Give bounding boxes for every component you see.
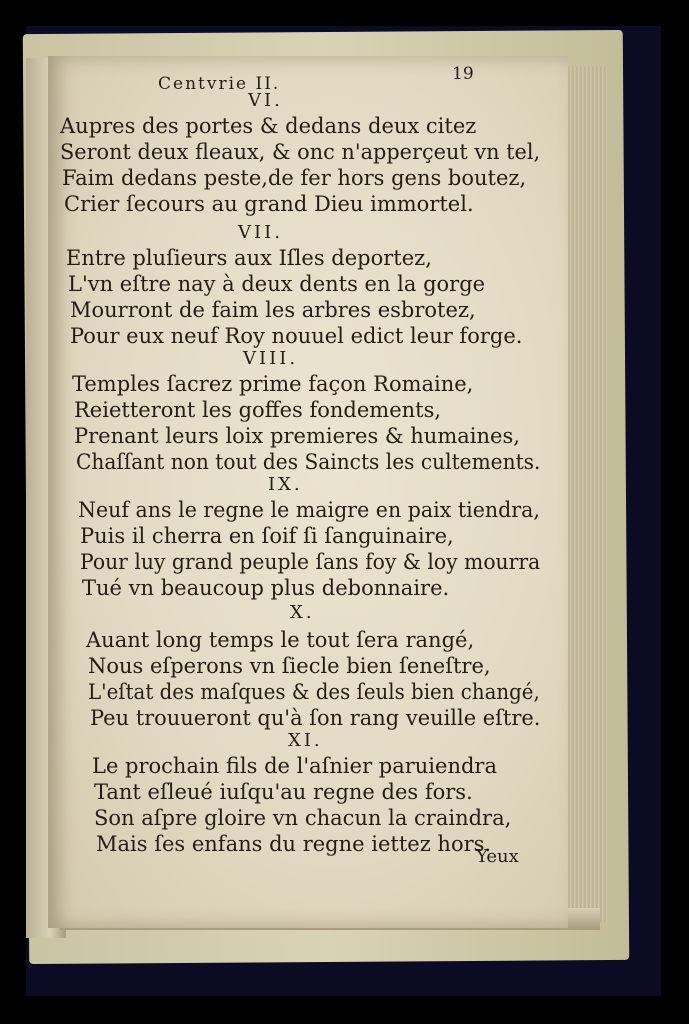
verse-line: L'vn eſtre nay à deux dents en la gorge [68,272,486,296]
quatrain-number: VI. [248,90,283,111]
verse-line: Mais ſes enfans du regne iettez hors. [96,832,492,856]
verse-line: Prenant leurs loix premieres & humaines, [74,424,520,448]
quatrain-number: IX. [268,474,303,495]
verse-line: Chaſſant non tout des Saincts les cultements. [76,450,541,474]
quatrain-number: VII. [238,222,283,243]
verse-line: Aupres des portes & dedans deux citez [60,114,477,138]
running-head: Centvrie II. [158,74,281,94]
verse-line: Le prochain fils de l'aſnier paruiendra [92,754,497,778]
verse-line: L'eſtat des maſques & des ſeuls bien changé, [88,680,540,704]
verse-line: Puis il cherra en ſoif ſi ſanguinaire, [80,524,454,548]
verse-line: Neuf ans le regne le maigre en paix tiendra, [78,498,540,522]
verse-line: Reietteront les goffes fondements, [74,398,442,422]
verse-line: Seront deux fleaux, & onc n'apperçeut vn tel, [60,140,541,164]
verse-line: Pour eux neuf Roy nouuel edict leur forge. [70,324,523,348]
quatrain-number: X. [290,602,315,623]
verse-line: Faim dedans peste,de fer hors gens boutez, [62,166,527,190]
verse-line: Tant eſleué iuſqu'au regne des fors. [94,780,473,804]
verse-line: Auant long temps le tout ſera rangé, [86,628,475,652]
verse-line: Temples ſacrez prime façon Romaine, [72,372,474,396]
verse-line: Mourront de faim les arbres esbrotez, [70,298,476,322]
quatrain-number: XI. [288,730,323,751]
verse-line: Tué vn beaucoup plus debonnaire. [82,576,450,600]
verse-line: Peu trouueront qu'à ſon rang veuille eſtre. [90,706,541,730]
quatrain-number: VIII. [243,348,299,369]
page-number: 19 [452,64,474,84]
verse-line: Crier ſecours au grand Dieu immortel. [64,192,474,216]
verse-line: Son aſpre gloire vn chacun la craindra, [94,806,512,830]
catchword: Yeux [476,846,519,867]
verse-line: Entre pluſieurs aux Iſles deportez, [66,246,432,270]
verse-line: Nous eſperons vn ſiecle bien ſeneſtre, [88,654,491,678]
verse-line: Pour luy grand peuple ſans foy & loy mourra [80,550,541,574]
